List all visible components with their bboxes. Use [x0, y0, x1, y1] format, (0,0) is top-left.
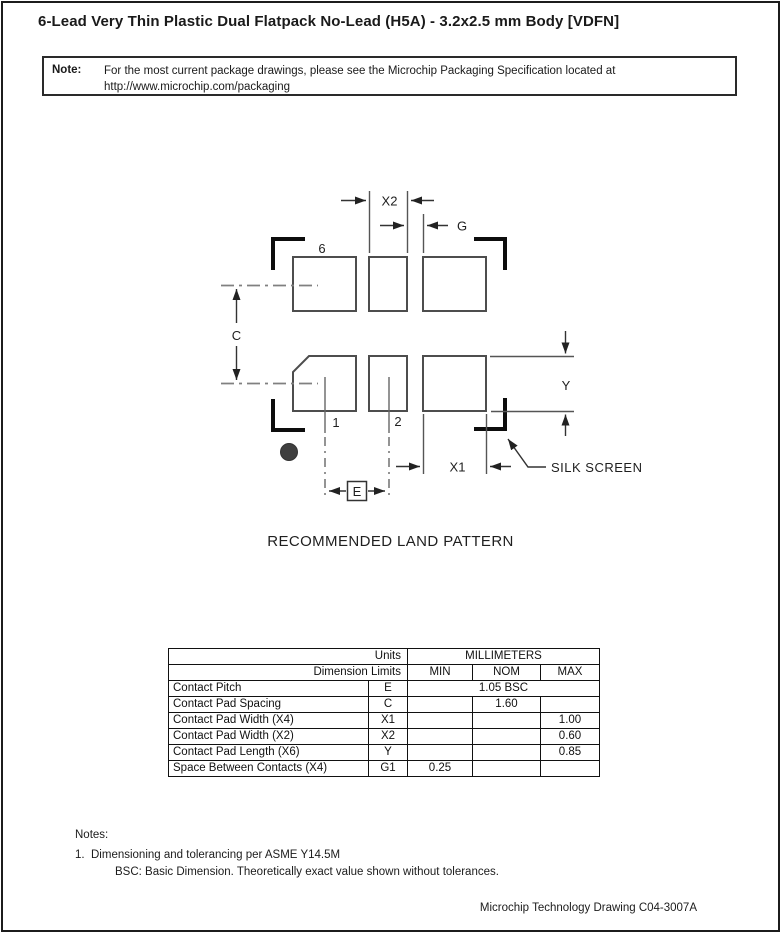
row-label: Contact Pad Width (X4) — [169, 713, 369, 729]
row-symbol: C — [369, 697, 408, 713]
pin6-label: 6 — [318, 241, 326, 256]
silk-corner-top-right — [474, 239, 505, 270]
row-min — [408, 713, 473, 729]
nom-header: NOM — [473, 665, 541, 681]
row-label: Contact Pitch — [169, 681, 369, 697]
dim-g-label: G — [456, 218, 468, 234]
silk-screen-leader — [508, 439, 546, 467]
row-max — [541, 761, 600, 777]
table-row — [169, 697, 600, 713]
dim-c-label: C — [231, 328, 242, 343]
row-span-value: 1.05 BSC — [408, 681, 600, 697]
table-header-limits-row — [169, 665, 600, 681]
row-nom — [473, 761, 541, 777]
note-line-2: http://www.microchip.com/packaging — [104, 80, 290, 93]
units-header: Units — [169, 649, 408, 665]
note-item-1 — [75, 848, 499, 879]
note-label: Note: — [52, 64, 82, 76]
millimeters-header: MILLIMETERS — [408, 649, 600, 665]
pin2-label: 2 — [394, 414, 402, 429]
row-symbol: X1 — [369, 713, 408, 729]
min-header: MIN — [408, 665, 473, 681]
row-max: 0.60 — [541, 729, 600, 745]
diagram-caption: RECOMMENDED LAND PATTERN — [267, 533, 514, 550]
pin1-indicator-dot — [281, 444, 298, 461]
silk-screen-label: SILK SCREEN — [551, 460, 643, 475]
row-symbol: Y — [369, 745, 408, 761]
row-min — [408, 745, 473, 761]
pin1-label: 1 — [332, 415, 340, 430]
row-label: Contact Pad Length (X6) — [169, 745, 369, 761]
notes-section — [75, 828, 499, 883]
row-symbol: E — [369, 681, 408, 697]
dim-y-label: Y — [561, 378, 571, 393]
table-row — [169, 729, 600, 745]
land-pattern-diagram — [0, 180, 781, 510]
row-label: Contact Pad Width (X2) — [169, 729, 369, 745]
table-row — [169, 681, 600, 697]
dimension-limits-header: Dimension Limits — [169, 665, 408, 681]
note-item-sub: BSC: Basic Dimension. Theoretically exact value shown without tolerances. — [115, 866, 499, 878]
silk-corner-bottom-left — [273, 399, 305, 430]
dimension-table — [168, 648, 600, 777]
row-symbol: G1 — [369, 761, 408, 777]
note-item-text: Dimensioning and tolerancing per ASME Y14.5M — [91, 849, 341, 861]
page-title: 6-Lead Very Thin Plastic Dual Flatpack No-Lead (H5A) - 3.2x2.5 mm Body [VDFN] — [38, 13, 620, 30]
row-label: Space Between Contacts (X4) — [169, 761, 369, 777]
table-row — [169, 713, 600, 729]
pad-top-right — [423, 257, 486, 311]
notes-heading: Notes: — [75, 829, 109, 841]
note-item-number: 1. — [75, 849, 85, 861]
row-min: 0.25 — [408, 761, 473, 777]
silk-corner-bottom-right — [474, 398, 505, 429]
row-nom — [473, 713, 541, 729]
table-row — [169, 761, 600, 777]
pad-top-left — [293, 257, 356, 311]
row-min — [408, 697, 473, 713]
row-label: Contact Pad Spacing — [169, 697, 369, 713]
pad-bottom-middle — [369, 356, 407, 411]
table-header-units-row — [169, 649, 600, 665]
note-text — [104, 58, 615, 94]
row-min — [408, 729, 473, 745]
row-max: 1.00 — [541, 713, 600, 729]
row-nom — [473, 745, 541, 761]
dim-e-label: E — [352, 484, 362, 499]
row-nom — [473, 729, 541, 745]
row-max — [541, 697, 600, 713]
table-row — [169, 745, 600, 761]
pad-bottom-right — [423, 356, 486, 411]
silk-corner-top-left — [273, 239, 305, 270]
dim-x2-label: X2 — [381, 193, 398, 209]
dim-x1-label: X1 — [449, 459, 466, 475]
drawing-number-footer: Microchip Technology Drawing C04-3007A — [479, 902, 697, 914]
max-header: MAX — [541, 665, 600, 681]
note-line-1: For the most current package drawings, please see the Microchip Packaging Specification located at — [104, 65, 616, 77]
row-nom: 1.60 — [473, 697, 541, 713]
row-symbol: X2 — [369, 729, 408, 745]
note-box — [42, 56, 737, 96]
row-max: 0.85 — [541, 745, 600, 761]
pad-top-middle — [369, 257, 407, 311]
